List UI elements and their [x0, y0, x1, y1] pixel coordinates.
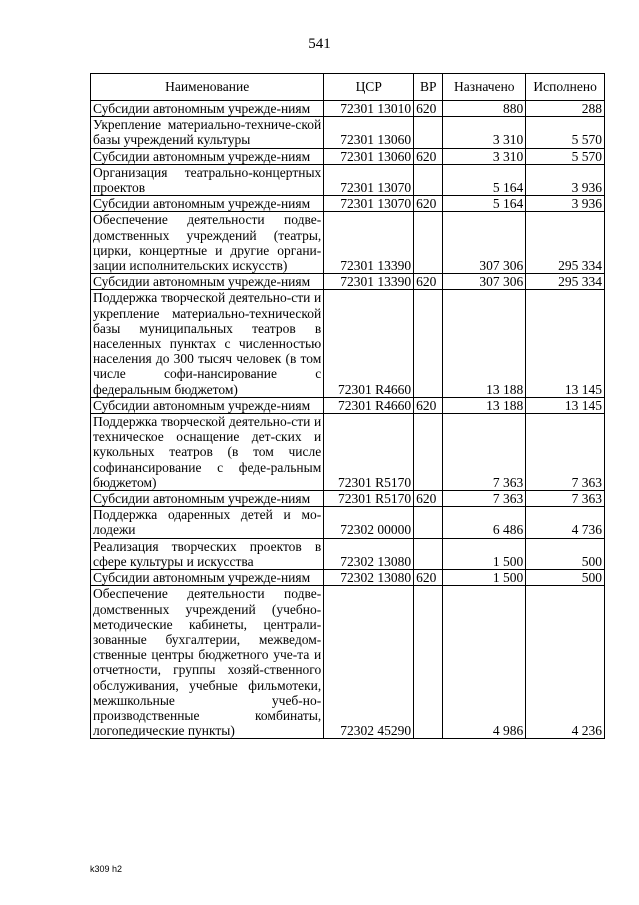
- cell-executed: 7 363: [526, 491, 605, 507]
- cell-vr: [414, 414, 443, 491]
- cell-vr: [414, 507, 443, 538]
- cell-executed: 5 570: [526, 148, 605, 164]
- table-row: [91, 397, 605, 413]
- cell-name: Укрепление материально-техниче-ской базы учреждений культуры: [91, 117, 324, 148]
- cell-csr: 72301 R4660: [324, 397, 414, 413]
- cell-planned: 5 164: [443, 196, 526, 212]
- cell-csr: 72301 13060: [324, 117, 414, 148]
- cell-executed: 3 936: [526, 196, 605, 212]
- table-row: [91, 491, 605, 507]
- cell-vr: [414, 586, 443, 739]
- cell-executed: 13 145: [526, 397, 605, 413]
- table-row: [91, 274, 605, 290]
- cell-executed: 500: [526, 538, 605, 569]
- table-row: [91, 212, 605, 274]
- cell-vr: 620: [414, 491, 443, 507]
- cell-csr: 72302 13080: [324, 538, 414, 569]
- cell-vr: 620: [414, 570, 443, 586]
- cell-executed: 5 570: [526, 117, 605, 148]
- cell-name: Субсидии автономным учрежде-ниям: [91, 570, 324, 586]
- cell-csr: 72301 13070: [324, 164, 414, 195]
- cell-vr: 620: [414, 101, 443, 117]
- table-row: [91, 538, 605, 569]
- header-name: Наименование: [91, 74, 324, 101]
- cell-planned: 3 310: [443, 117, 526, 148]
- cell-planned: 7 363: [443, 414, 526, 491]
- cell-csr: 72301 R5170: [324, 491, 414, 507]
- cell-planned: 307 306: [443, 212, 526, 274]
- cell-executed: 7 363: [526, 414, 605, 491]
- table-row: [91, 148, 605, 164]
- cell-csr: 72301 13390: [324, 212, 414, 274]
- cell-name: Субсидии автономным учрежде-ниям: [91, 491, 324, 507]
- cell-name: Субсидии автономным учрежде-ниям: [91, 101, 324, 117]
- table-row: [91, 101, 605, 117]
- cell-vr: 620: [414, 397, 443, 413]
- cell-csr: 72301 13060: [324, 148, 414, 164]
- table-row: [91, 290, 605, 397]
- cell-executed: 13 145: [526, 290, 605, 397]
- cell-executed: 295 334: [526, 274, 605, 290]
- header-planned: Назначено: [443, 74, 526, 101]
- table-header-row: [91, 74, 605, 101]
- cell-executed: 3 936: [526, 164, 605, 195]
- cell-executed: 295 334: [526, 212, 605, 274]
- cell-executed: 500: [526, 570, 605, 586]
- cell-planned: 1 500: [443, 538, 526, 569]
- cell-planned: 880: [443, 101, 526, 117]
- budget-table: [90, 73, 605, 739]
- table-row: [91, 117, 605, 148]
- cell-csr: 72302 45290: [324, 586, 414, 739]
- cell-executed: 4 236: [526, 586, 605, 739]
- table-row: [91, 164, 605, 195]
- cell-csr: 72301 13010: [324, 101, 414, 117]
- cell-planned: 5 164: [443, 164, 526, 195]
- cell-name: Субсидии автономным учрежде-ниям: [91, 148, 324, 164]
- cell-planned: 4 986: [443, 586, 526, 739]
- cell-planned: 13 188: [443, 397, 526, 413]
- cell-name: Поддержка творческой деятельно-сти и техническое оснащение дет-ских и кукольных театров (в том числе софинансирование с феде-ральным бюджетом): [91, 414, 324, 491]
- cell-csr: 72301 R5170: [324, 414, 414, 491]
- cell-vr: [414, 212, 443, 274]
- cell-planned: 307 306: [443, 274, 526, 290]
- cell-vr: [414, 538, 443, 569]
- cell-csr: 72301 13390: [324, 274, 414, 290]
- cell-csr: 72301 R4660: [324, 290, 414, 397]
- footer-code: k309 h2: [90, 864, 123, 874]
- cell-csr: 72301 13070: [324, 196, 414, 212]
- cell-vr: [414, 290, 443, 397]
- table-body: [91, 101, 605, 739]
- header-executed: Исполнено: [526, 74, 605, 101]
- table-row: [91, 196, 605, 212]
- cell-name: Обеспечение деятельности подве-домственных учреждений (учебно-методические кабинеты, централи-зованные бухгалтерии, межведом-ственные центры бюджетного уче-та и отчетности, группы хозяй-ственного обслуживания, учебные фильмотеки, межшкольные учеб-но-производственные комбинаты, логопедические пункты): [91, 586, 324, 739]
- cell-name: Субсидии автономным учрежде-ниям: [91, 274, 324, 290]
- cell-name: Обеспечение деятельности подве-домственных учреждений (театры, цирки, концертные и другие органи-зации исполнительских искусств): [91, 212, 324, 274]
- page-number: 541: [308, 36, 331, 52]
- table-row: [91, 507, 605, 538]
- cell-name: Реализация творческих проектов в сфере культуры и искусства: [91, 538, 324, 569]
- cell-vr: 620: [414, 196, 443, 212]
- cell-planned: 3 310: [443, 148, 526, 164]
- cell-planned: 7 363: [443, 491, 526, 507]
- cell-name: Субсидии автономным учрежде-ниям: [91, 196, 324, 212]
- header-vr: ВР: [414, 74, 443, 101]
- cell-planned: 6 486: [443, 507, 526, 538]
- cell-vr: 620: [414, 148, 443, 164]
- table-row: [91, 414, 605, 491]
- cell-csr: 72302 13080: [324, 570, 414, 586]
- cell-executed: 4 736: [526, 507, 605, 538]
- cell-executed: 288: [526, 101, 605, 117]
- cell-vr: [414, 117, 443, 148]
- cell-planned: 13 188: [443, 290, 526, 397]
- cell-name: Субсидии автономным учрежде-ниям: [91, 397, 324, 413]
- cell-csr: 72302 00000: [324, 507, 414, 538]
- table-row: [91, 586, 605, 739]
- cell-vr: [414, 164, 443, 195]
- cell-name: Поддержка творческой деятельно-сти и укрепление материально-технической базы муниципальных театров в населенных пунктах с численностью населения до 300 тысяч человек (в том числе софи-нансирование с федеральным бюджетом): [91, 290, 324, 397]
- cell-vr: 620: [414, 274, 443, 290]
- header-csr: ЦСР: [324, 74, 414, 101]
- cell-name: Организация театрально-концертных проектов: [91, 164, 324, 195]
- cell-name: Поддержка одаренных детей и мо-лодежи: [91, 507, 324, 538]
- cell-planned: 1 500: [443, 570, 526, 586]
- table-row: [91, 570, 605, 586]
